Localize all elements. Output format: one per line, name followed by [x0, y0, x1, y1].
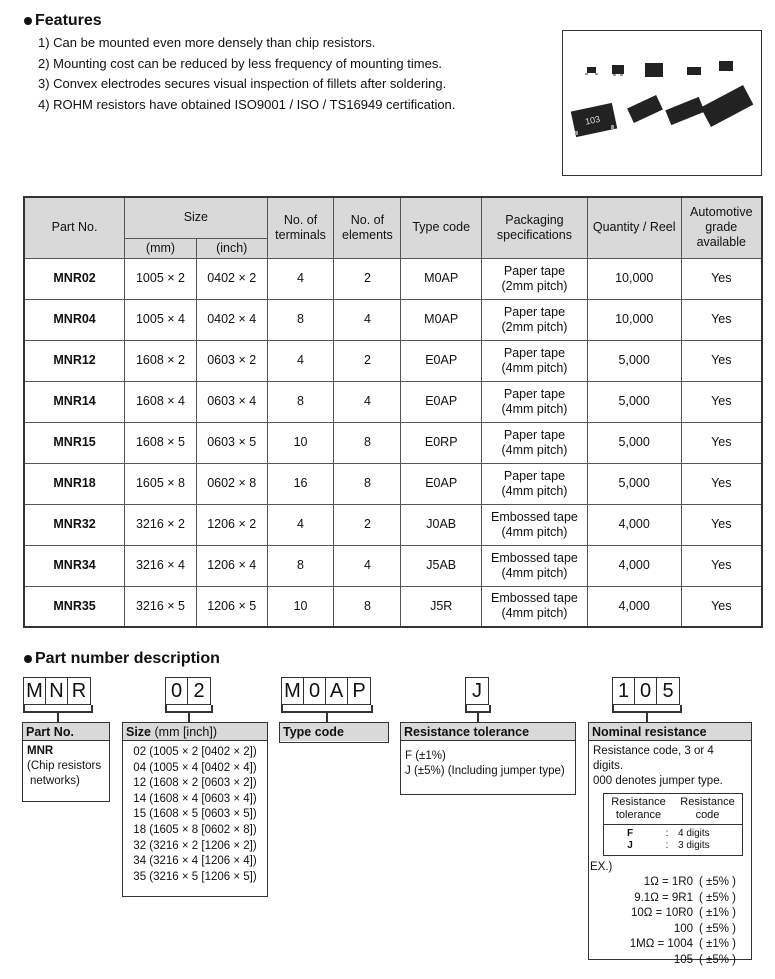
- cell-size-mm: 1608 × 2: [125, 340, 197, 381]
- nominal-desc: Resistance code, 3 or 4 digits.: [593, 745, 714, 772]
- cell-size-inch: 1206 × 2: [196, 504, 267, 545]
- header-packaging: Packaging specifications: [482, 197, 588, 258]
- cell-elements: 2: [334, 504, 401, 545]
- spec-table: [23, 196, 763, 628]
- cell-size-inch: 0603 × 4: [196, 381, 267, 422]
- cell-automotive: Yes: [681, 463, 762, 504]
- cell-automotive: Yes: [681, 586, 762, 627]
- svg-text:103: 103: [584, 113, 601, 127]
- cell-size-mm: 3216 × 5: [125, 586, 197, 627]
- bracket-line: [281, 705, 283, 712]
- nominal-desc: 000 denotes jumper type.: [593, 775, 723, 787]
- header-mm: (mm): [125, 238, 197, 258]
- size-item: 14 (1608 × 4 [0603 × 4]): [133, 792, 257, 805]
- example-row: 1Ω = 1R0 ( ±5% ): [643, 876, 736, 888]
- cell-size-mm: 3216 × 4: [125, 545, 197, 586]
- bracket-line: [489, 705, 491, 712]
- table-row: [24, 463, 762, 504]
- cell-part-no: MNR04: [24, 299, 125, 340]
- cell-type-code: J0AB: [401, 504, 482, 545]
- cell-quantity: 10,000: [587, 299, 681, 340]
- header-elements: No. of elements: [334, 197, 401, 258]
- example-label: EX.): [590, 861, 613, 873]
- bracket-line: [612, 705, 614, 712]
- table-row: [24, 340, 762, 381]
- cell-part-no: MNR32: [24, 504, 125, 545]
- example-row: 9.1Ω = 9R1 ( ±5% ): [634, 891, 736, 904]
- cell-terminals: 4: [267, 504, 334, 545]
- cell-size-inch: 0603 × 5: [196, 422, 267, 463]
- table-row: [24, 422, 762, 463]
- cell-terminals: 10: [267, 586, 334, 627]
- cell-type-code: J5R: [401, 586, 482, 627]
- cell-terminals: 10: [267, 422, 334, 463]
- cell-part-no: MNR02: [24, 258, 125, 299]
- cell-packaging: Paper tape (4mm pitch): [482, 381, 588, 422]
- bracket-line: [211, 705, 213, 712]
- cell-elements: 4: [334, 381, 401, 422]
- cell-type-code: M0AP: [401, 258, 482, 299]
- tolerance-code-table: [603, 793, 743, 856]
- cell-packaging: Embossed tape (4mm pitch): [482, 586, 588, 627]
- size-item: 18 (1605 × 8 [0602 × 8]): [133, 823, 257, 836]
- feature-item: 3) Convex electrodes secures visual inspection of fillets after soldering.: [38, 76, 447, 91]
- cell-type-code: E0AP: [401, 463, 482, 504]
- cell-part-no: MNR35: [24, 586, 125, 627]
- size-header: Size (mm [inch]): [123, 723, 267, 741]
- nominal-box: [588, 722, 752, 966]
- bullet-icon: [24, 655, 32, 663]
- header-size: Size: [125, 197, 267, 238]
- table-row: [24, 545, 762, 586]
- cell-type-code: E0AP: [401, 340, 482, 381]
- pn-box-nominal: 1 0 5: [612, 677, 680, 705]
- size-item: 35 (3216 × 5 [1206 × 5]): [133, 870, 257, 883]
- feature-item: 1) Can be mounted even more densely than chip resistors.: [38, 35, 376, 50]
- type-code-box: [279, 722, 389, 743]
- size-item: 15 (1608 × 5 [0603 × 5]): [133, 808, 257, 821]
- cell-part-no: MNR12: [24, 340, 125, 381]
- cell-terminals: 8: [267, 299, 334, 340]
- cell-automotive: Yes: [681, 299, 762, 340]
- cell-elements: 4: [334, 545, 401, 586]
- table-row: [24, 504, 762, 545]
- cell-part-no: MNR34: [24, 545, 125, 586]
- cell-size-mm: 1608 × 4: [125, 381, 197, 422]
- header-part-no: Part No.: [24, 197, 125, 258]
- tolerance-code-row: J : 3 digits: [627, 840, 710, 851]
- example-row: 100 ( ±5% ): [673, 922, 736, 935]
- size-item: 12 (1608 × 2 [0603 × 2]): [133, 777, 257, 790]
- cell-quantity: 5,000: [587, 340, 681, 381]
- cell-part-no: MNR18: [24, 463, 125, 504]
- cell-terminals: 4: [267, 258, 334, 299]
- cell-terminals: 8: [267, 545, 334, 586]
- cell-packaging: Embossed tape (4mm pitch): [482, 504, 588, 545]
- table-row: [24, 381, 762, 422]
- cell-packaging: Paper tape (4mm pitch): [482, 422, 588, 463]
- cell-packaging: Paper tape (4mm pitch): [482, 340, 588, 381]
- example-row: 1MΩ = 1004 ( ±1% ): [629, 938, 736, 950]
- part-no-desc: (Chip resistors: [27, 760, 102, 772]
- cell-size-inch: 0602 × 8: [196, 463, 267, 504]
- size-item: 32 (3216 × 2 [1206 × 2]): [133, 839, 257, 852]
- pn-box-size: 0 2: [165, 677, 211, 705]
- size-item: 04 (1005 × 4 [0402 × 4]): [133, 761, 257, 774]
- tolerance-box: [400, 722, 576, 795]
- example-row: 105 ( ±5% ): [673, 953, 736, 966]
- bracket-line: [371, 705, 373, 712]
- cell-quantity: 4,000: [587, 586, 681, 627]
- cell-packaging: Paper tape (2mm pitch): [482, 258, 588, 299]
- pn-box-part: M N R: [23, 677, 91, 705]
- example-row: 10Ω = 10R0 ( ±1% ): [631, 907, 736, 919]
- cell-packaging: Paper tape (4mm pitch): [482, 463, 588, 504]
- cell-packaging: Embossed tape (4mm pitch): [482, 545, 588, 586]
- product-photo: [562, 30, 762, 176]
- cell-quantity: 4,000: [587, 545, 681, 586]
- chip-resistors-image: [563, 31, 761, 175]
- table-row: [24, 299, 762, 340]
- cell-automotive: Yes: [681, 504, 762, 545]
- tolerance-header: Resistance tolerance: [401, 723, 575, 741]
- cell-size-mm: 1005 × 2: [125, 258, 197, 299]
- cell-automotive: Yes: [681, 545, 762, 586]
- table-row: [24, 586, 762, 627]
- header-quantity: Quantity / Reel: [587, 197, 681, 258]
- bracket-line: [465, 705, 467, 712]
- features-title: Features: [24, 12, 102, 30]
- cell-automotive: Yes: [681, 340, 762, 381]
- header-inch: (inch): [196, 238, 267, 258]
- nominal-header: Nominal resistance: [589, 723, 751, 741]
- part-no-box: [22, 722, 110, 802]
- feature-item: 2) Mounting cost can be reduced by less frequency of mounting times.: [38, 55, 442, 71]
- cell-size-inch: 0603 × 2: [196, 340, 267, 381]
- cell-size-mm: 1608 × 5: [125, 422, 197, 463]
- cell-elements: 8: [334, 422, 401, 463]
- bracket-line: [91, 705, 93, 712]
- part-no-name: MNR: [27, 745, 54, 757]
- bracket-line: [165, 705, 167, 712]
- size-item: 34 (3216 × 4 [1206 × 4]): [133, 855, 257, 868]
- cell-type-code: M0AP: [401, 299, 482, 340]
- cell-elements: 8: [334, 586, 401, 627]
- features-list: [38, 33, 455, 115]
- cell-size-mm: 1605 × 8: [125, 463, 197, 504]
- cell-terminals: 16: [267, 463, 334, 504]
- pn-box-tolerance: J: [465, 677, 489, 705]
- tolerance-code-row: F : 4 digits: [626, 828, 710, 839]
- col-header-tolerance: Resistance tolerance: [611, 796, 666, 821]
- cell-quantity: 10,000: [587, 258, 681, 299]
- pn-desc-title: Part number description: [24, 650, 220, 668]
- cell-quantity: 5,000: [587, 422, 681, 463]
- part-no-header: Part No.: [23, 723, 109, 741]
- cell-part-no: MNR15: [24, 422, 125, 463]
- header-type-code: Type code: [401, 197, 482, 258]
- pn-box-type: M 0 A P: [281, 677, 371, 705]
- cell-size-inch: 1206 × 4: [196, 545, 267, 586]
- cell-quantity: 4,000: [587, 504, 681, 545]
- cell-size-mm: 1005 × 4: [125, 299, 197, 340]
- cell-elements: 8: [334, 463, 401, 504]
- tolerance-item: J (±5%) (Including jumper type): [405, 765, 565, 777]
- feature-item: 4) ROHM resistors have obtained ISO9001 / ISO / TS16949 certification.: [38, 96, 456, 112]
- cell-elements: 2: [334, 258, 401, 299]
- col-header-code: Resistance code: [680, 796, 735, 821]
- size-item: 02 (1005 × 2 [0402 × 2]): [133, 746, 257, 758]
- cell-automotive: Yes: [681, 422, 762, 463]
- cell-quantity: 5,000: [587, 381, 681, 422]
- cell-packaging: Paper tape (2mm pitch): [482, 299, 588, 340]
- table-row: [24, 258, 762, 299]
- header-terminals: No. of terminals: [267, 197, 334, 258]
- cell-quantity: 5,000: [587, 463, 681, 504]
- header-automotive: Automotive grade available: [681, 197, 762, 258]
- cell-automotive: Yes: [681, 381, 762, 422]
- cell-elements: 2: [334, 340, 401, 381]
- cell-size-inch: 1206 × 5: [196, 586, 267, 627]
- cell-type-code: J5AB: [401, 545, 482, 586]
- bracket-line: [23, 705, 25, 712]
- part-no-desc: networks): [30, 775, 80, 787]
- bracket-line: [680, 705, 682, 712]
- bullet-icon: [24, 17, 32, 25]
- cell-automotive: Yes: [681, 258, 762, 299]
- size-box: [122, 722, 268, 897]
- cell-size-inch: 0402 × 4: [196, 299, 267, 340]
- cell-part-no: MNR14: [24, 381, 125, 422]
- cell-terminals: 4: [267, 340, 334, 381]
- cell-terminals: 8: [267, 381, 334, 422]
- tolerance-item: F (±1%): [405, 750, 446, 762]
- cell-type-code: E0AP: [401, 381, 482, 422]
- cell-type-code: E0RP: [401, 422, 482, 463]
- type-code-header: Type code: [280, 723, 388, 741]
- cell-elements: 4: [334, 299, 401, 340]
- cell-size-inch: 0402 × 2: [196, 258, 267, 299]
- cell-size-mm: 3216 × 2: [125, 504, 197, 545]
